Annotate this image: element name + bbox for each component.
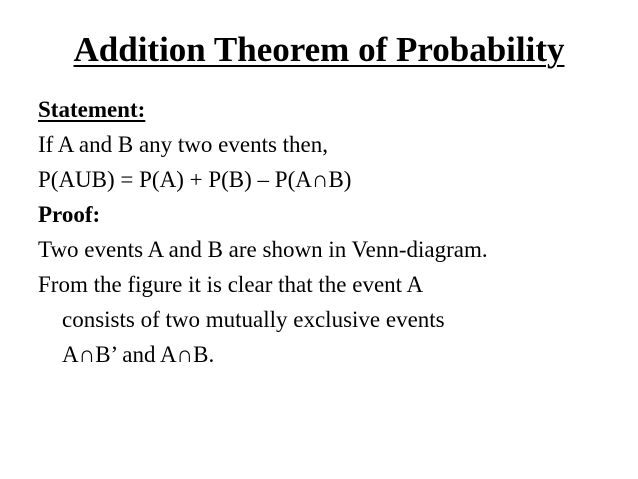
slide-title: Addition Theorem of Probability	[73, 30, 565, 69]
proof-heading: Proof:	[38, 202, 101, 227]
statement-text: If A and B any two events then,	[38, 132, 329, 157]
proof-text-line-1: Two events A and B are shown in Venn-diagram.	[38, 237, 488, 262]
addition-formula: P(AUB) = P(A) + P(B) – P(A∩B)	[38, 167, 352, 192]
statement-heading: Statement:	[38, 97, 146, 122]
slide-body	[38, 92, 628, 372]
proof-text-line-4: A∩B’ and A∩B.	[62, 342, 215, 367]
proof-text-line-3: consists of two mutually exclusive events	[62, 307, 445, 332]
proof-text-line-2: From the figure it is clear that the event A	[38, 272, 424, 297]
